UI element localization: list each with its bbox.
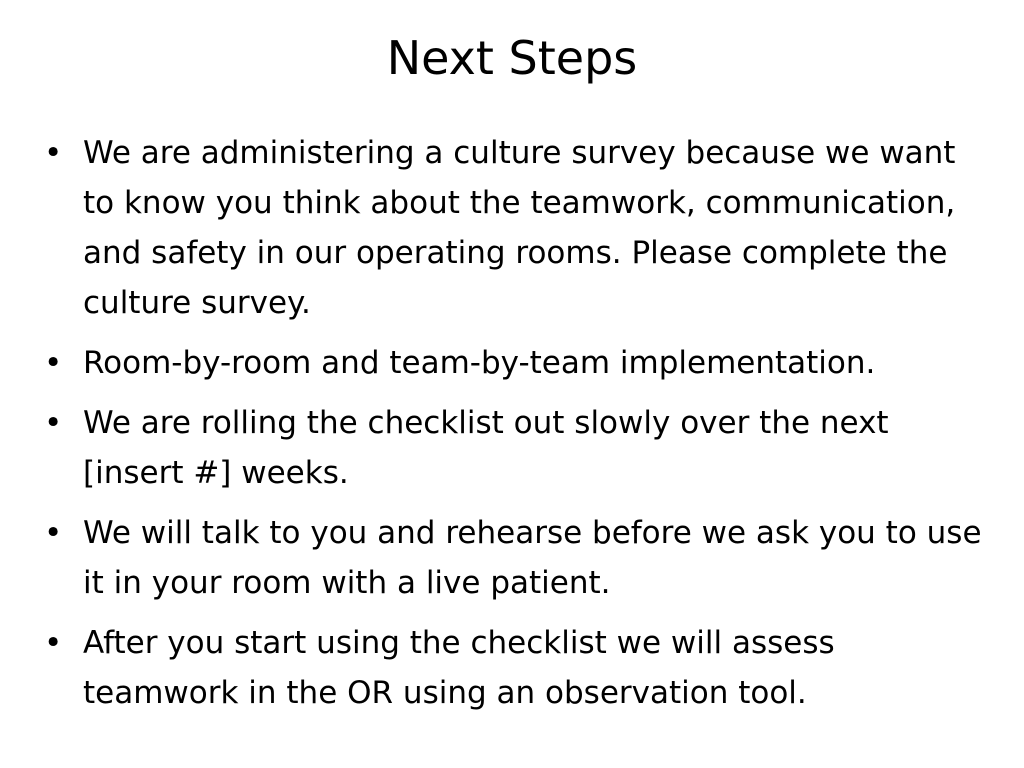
bullet-list <box>44 128 994 728</box>
bullet-icon: • <box>44 345 63 381</box>
bullet-text: Room-by-room and team-by-team implementation. <box>83 345 876 381</box>
bullet-item-implementation <box>44 338 994 388</box>
bullet-text: After you start using the checklist we will assess teamwork in the OR using an observation tool. <box>83 625 835 711</box>
bullet-text: We are administering a culture survey because we want to know you think about the teamwork, communication, and safety in our operating rooms. Please complete the culture survey. <box>83 135 956 321</box>
bullet-text: We will talk to you and rehearse before we ask you to use it in your room with a live patient. <box>83 515 982 601</box>
slide-title: Next Steps <box>386 31 638 85</box>
bullet-item-survey <box>44 128 994 328</box>
bullet-icon: • <box>44 515 63 551</box>
bullet-item-rehearse <box>44 508 994 608</box>
bullet-icon: • <box>44 135 63 171</box>
bullet-item-rollout <box>44 398 994 498</box>
bullet-icon: • <box>44 405 63 441</box>
bullet-icon: • <box>44 625 63 661</box>
bullet-item-assess <box>44 618 994 718</box>
bullet-text: We are rolling the checklist out slowly over the next [insert #] weeks. <box>83 405 889 491</box>
